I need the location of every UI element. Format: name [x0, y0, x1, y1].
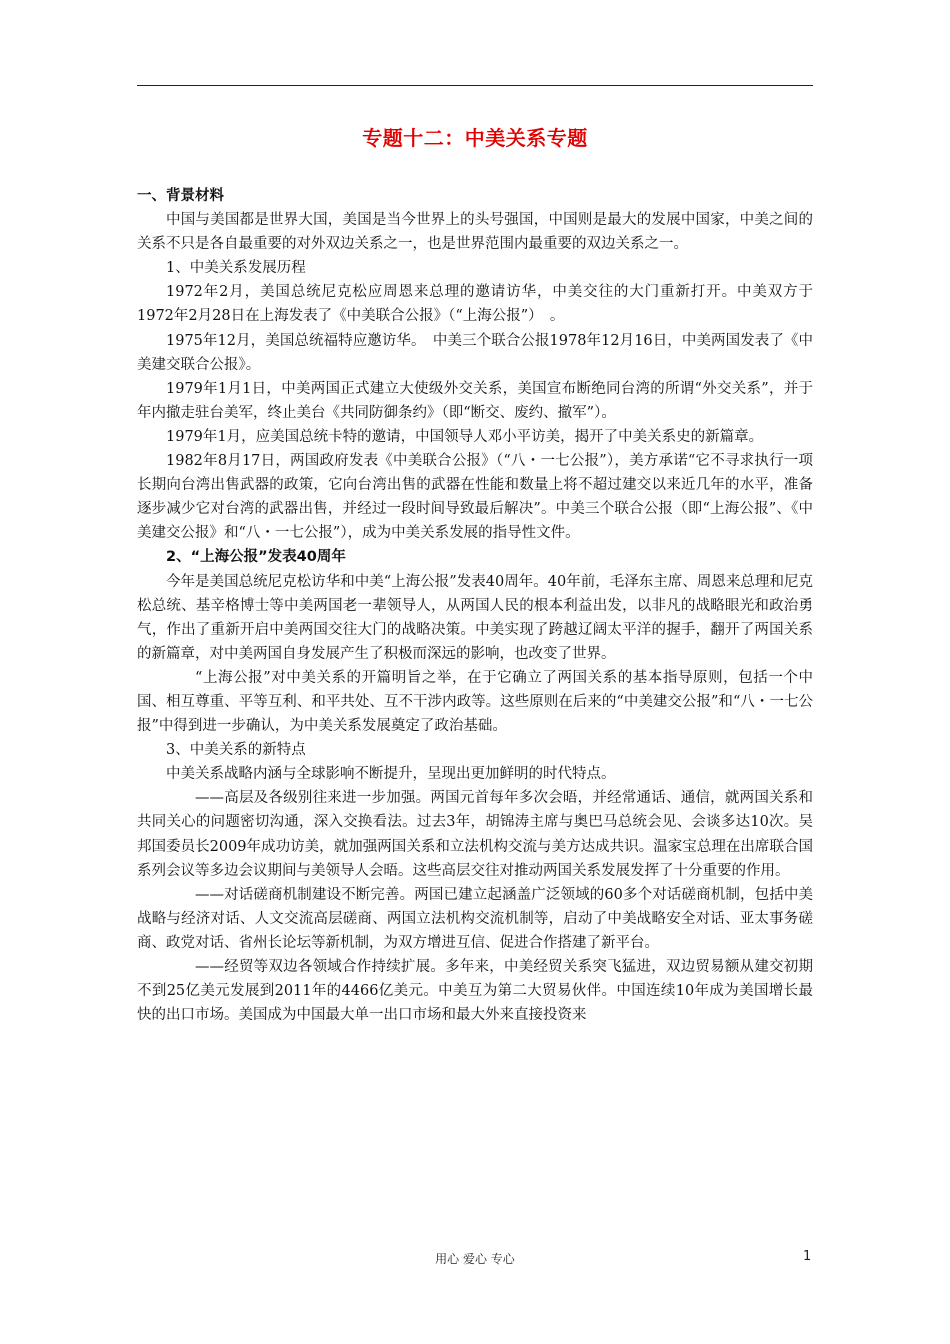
paragraph-new-features: 中美关系战略内涵与全球影响不断提升，呈现出更加鲜明的时代特点。 — [166, 766, 616, 783]
paragraph-1979-visit: 1979年1月，应美国总统卡特的邀请，中国领导人邓小平访美，揭开了中美关系史的新篇章。 — [166, 428, 764, 445]
paragraph-1975: 1975年12月，美国总统福特应邀访华。 中美三个联合公报1978年12月16日，中美两国发表了《中美建交联合公报》。 — [137, 332, 813, 373]
footer-text: 用心 爱心 专心 — [435, 1252, 515, 1266]
paragraph-high-level: ——高层及各级别往来进一步加强。两国元首每年多次会晤，并经常通话、通信，就两国关系和共同关心的问题密切沟通，深入交换看法。过去3年，胡锦涛主席与奥巴马总统会见、会谈多达10次。吴邦国委员长2009年成功访美，就加强两国关系和立法机构交流与美方达成共识。温家宝总理在出席联合国系列会议等多边会议期间与美领导人会晤。这些高层交往对推动两国关系发展发挥了十分重要的作用。 — [137, 790, 813, 879]
paragraph-intro: 中国与美国都是世界大国，美国是当今世界上的头号强国，中国则是最大的发展中国家，中美之间的关系不只是各自最重要的对外双边关系之一，也是世界范围内最重要的双边关系之一。 — [137, 212, 813, 253]
page-title: 专题十二：中美关系专题 — [362, 126, 588, 150]
subheading-history: 1、中美关系发展历程 — [166, 260, 306, 277]
section-heading: 一、背景材料 — [137, 188, 224, 204]
subheading-anniversary: 2、“上海公报”发表40周年 — [166, 549, 346, 566]
paragraph-anniversary: 今年是美国总统尼克松访华和中美“上海公报”发表40周年。40年前，毛泽东主席、周恩来总理和尼克松总统、基辛格博士等中美两国老一辈领导人，从两国人民的根本利益出发，以非凡的战略眼光和政治勇气，作出了重新开启中美两国交往大门的战略决策。中美实现了跨越辽阔太平洋的握手，翻开了两国关系的新篇章，对中美两国自身发展产生了积极而深远的影响，也改变了世界。 — [137, 573, 813, 662]
paragraph-trade: ——经贸等双边各领域合作持续扩展。多年来，中美经贸关系突飞猛进，双边贸易额从建交初期不到25亿美元发展到2011年的4466亿美元。中美互为第二大贸易伙伴。中国连续10年成为美国增长最快的出口市场。美国成为中国最大单一出口市场和最大外来直接投资来 — [137, 959, 813, 1024]
document-body — [137, 184, 813, 1027]
subheading-new-features: 3、中美关系的新特点 — [166, 742, 306, 759]
header-rule — [137, 85, 813, 86]
page-number: 1 — [803, 1249, 812, 1264]
paragraph-shanghai-principles: “上海公报”对中美关系的开篇明旨之举，在于它确立了两国关系的基本指导原则，包括一个中国、相互尊重、平等互利、和平共处、互不干涉内政等。这些原则在后来的“中美建交公报”和“八・一七公报”中得到进一步确认，为中美关系发展奠定了政治基础。 — [137, 669, 813, 735]
paragraph-1972: 1972年2月，美国总统尼克松应周恩来总理的邀请访华，中美交往的大门重新打开。中美双方于1972年2月28日在上海发表了《中美联合公报》（“上海公报”） 。 — [137, 284, 813, 325]
paragraph-1979-diplomatic: 1979年1月1日，中美两国正式建立大使级外交关系，美国宣布断绝同台湾的所谓“外交关系”，并于年内撤走驻台美军，终止美台《共同防御条约》（即“断交、废约、撤军”）。 — [137, 380, 813, 421]
paragraph-dialogue: ——对话磋商机制建设不断完善。两国已建立起涵盖广泛领域的60多个对话磋商机制，包括中美战略与经济对话、人文交流高层磋商、两国立法机构交流机制等，启动了中美战略安全对话、亚太事务磋商、政党对话、省州长论坛等新机制，为双方增进互信、促进合作搭建了新平台。 — [137, 886, 813, 951]
paragraph-1982: 1982年8月17日，两国政府发表《中美联合公报》（“八・一七公报”），美方承诺“它不寻求执行一项长期向台湾出售武器的政策，它向台湾出售的武器在性能和数量上将不超过建交以来近几年的水平，准备逐步减少它对台湾的武器出售，并经过一段时间导致最后解决”。中美三个联合公报（即“上海公报”、《中美建交公报》和“八・一七公报”），成为中美关系发展的指导性文件。 — [137, 453, 813, 542]
